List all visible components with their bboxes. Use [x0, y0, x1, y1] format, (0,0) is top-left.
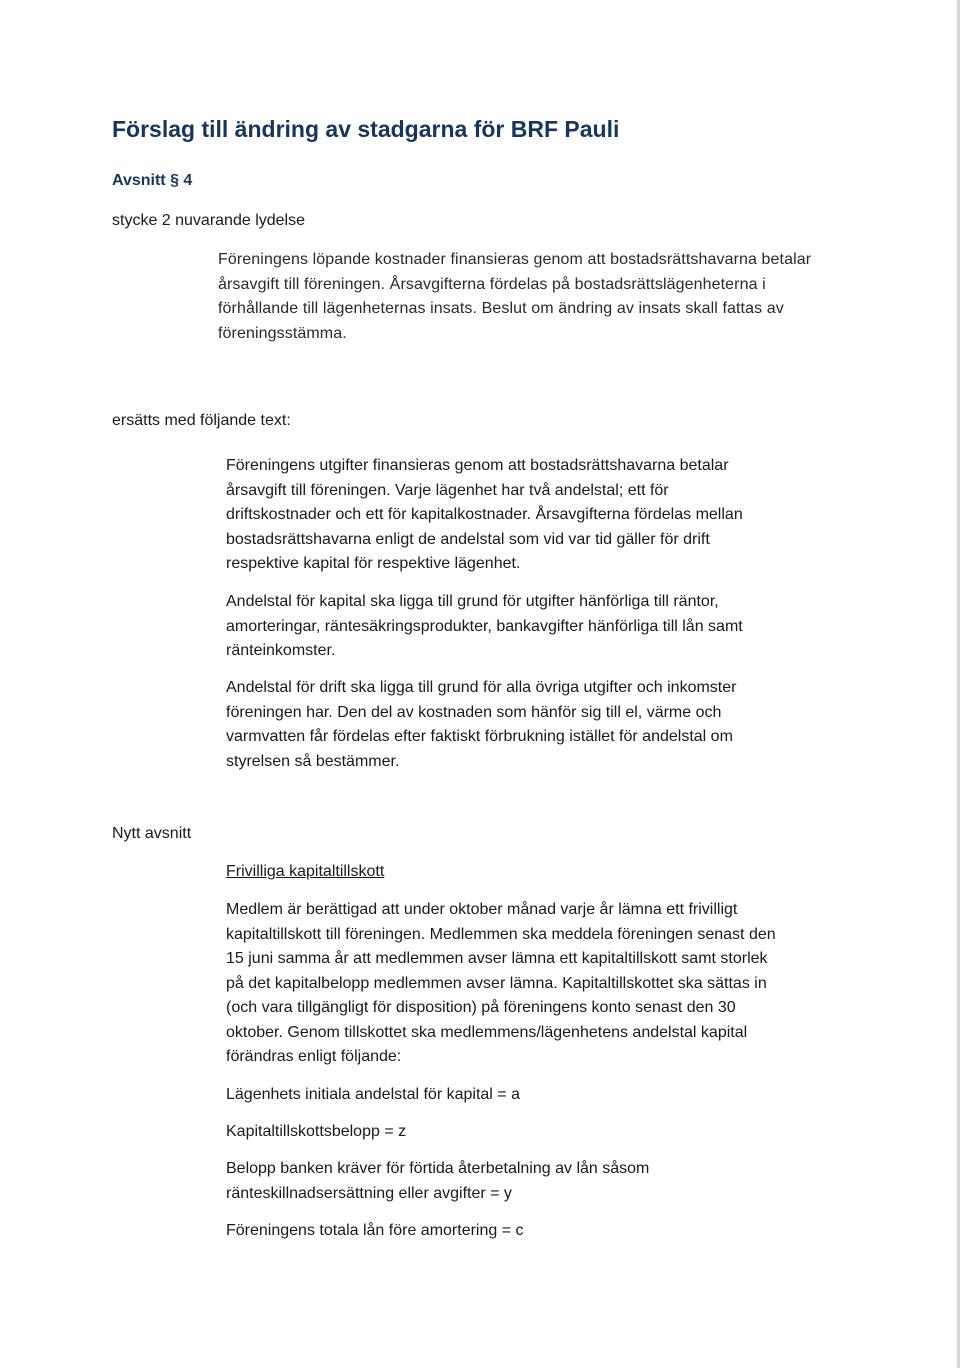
definition-c [226, 1219, 524, 1244]
text-line: årsavgift till föreningen. Varje lägenhet har två andelstal; ett för [226, 481, 669, 499]
definition-y [226, 1157, 649, 1206]
text-line: Lägenhets initiala andelstal för kapital = a [226, 1086, 520, 1103]
text-line: Andelstal för drift ska ligga till grund för alla övriga utgifter och inkomster [226, 679, 737, 696]
text-line: bostadsrättshavarna enligt de andelstal som vid var tid gäller för drift [226, 530, 710, 548]
definition-a [226, 1083, 520, 1108]
section-label: Avsnitt § 4 [112, 172, 193, 189]
new-wording-paragraph-3 [226, 676, 736, 774]
text-line: driftskostnader och ett för kapitalkostnader. Årsavgifterna fördelas mellan [226, 506, 743, 523]
text-line: Kapitaltillskottsbelopp = z [226, 1123, 407, 1140]
replace-label: ersätts med följande text: [112, 412, 291, 429]
text-line: kapitaltillskott till föreningen. Medlemmen ska meddela föreningen senast den [226, 925, 776, 943]
text-line: årsavgift till föreningen. Årsavgifterna fördelas på bostadsrättslägenheterna i [218, 275, 766, 293]
text-line: (och vara tillgängligt för disposition) på föreningens konto senast den 30 [226, 999, 736, 1016]
text-line: amorteringar, räntesäkringsprodukter, bankavgifter hänförliga till lån samt [226, 617, 743, 635]
page-title: Förslag till ändring av stadgarna för BRF Pauli [112, 116, 620, 142]
text-line: ränteinkomster. [226, 642, 336, 659]
text-line: varmvatten får fördelas efter faktiskt förbrukning istället för andelstal om [226, 728, 733, 745]
new-section-paragraph [226, 898, 776, 1070]
text-line: förhållande till lägenheternas insats. Beslut om ändring av insats skall fattas av [218, 300, 784, 317]
new-section-label: Nytt avsnitt [112, 825, 192, 842]
text-line: Föreningens löpande kostnader finansieras genom att bostadsrättshavarna betalar [218, 251, 812, 268]
text-line: Föreningens totala lån före amortering = c [226, 1222, 524, 1239]
text-line: 15 juni samma år att medlemmen avser lämna ett kapitaltillskott samt storlek [226, 950, 768, 967]
text-line: styrelsen så bestämmer. [226, 752, 400, 770]
text-line: föreningsstämma. [218, 324, 347, 342]
current-wording-text [218, 248, 811, 346]
text-line: förändras enligt följande: [226, 1048, 402, 1065]
new-wording-paragraph-1 [226, 454, 743, 577]
text-line: respektive kapital för respektive lägenhet. [226, 555, 521, 572]
text-line: på det kapitalbelopp medlemmen avser lämna. Kapitaltillskottet ska sättas in [226, 974, 767, 992]
text-line: föreningen har. Den del av kostnaden som hänför sig till el, värme och [226, 703, 722, 721]
new-wording-paragraph-2 [226, 590, 743, 664]
definition-z [226, 1120, 406, 1145]
current-wording-label: stycke 2 nuvarande lydelse [112, 212, 305, 229]
text-line: Föreningens utgifter finansieras genom att bostadsrättshavarna betalar [226, 457, 729, 474]
text-line: ränteskillnadsersättning eller avgifter = y [226, 1184, 512, 1202]
text-line: Belopp banken kräver för förtida återbetalning av lån såsom [226, 1160, 650, 1177]
text-line: Medlem är berättigad att under oktober månad varje år lämna ett frivilligt [226, 901, 738, 918]
text-line: oktober. Genom tillskottet ska medlemmens/lägenhetens andelstal kapital [226, 1023, 748, 1041]
new-section-heading: Frivilliga kapitaltillskott [226, 863, 385, 880]
text-line: Andelstal för kapital ska ligga till grund för utgifter hänförliga till räntor, [226, 593, 719, 610]
